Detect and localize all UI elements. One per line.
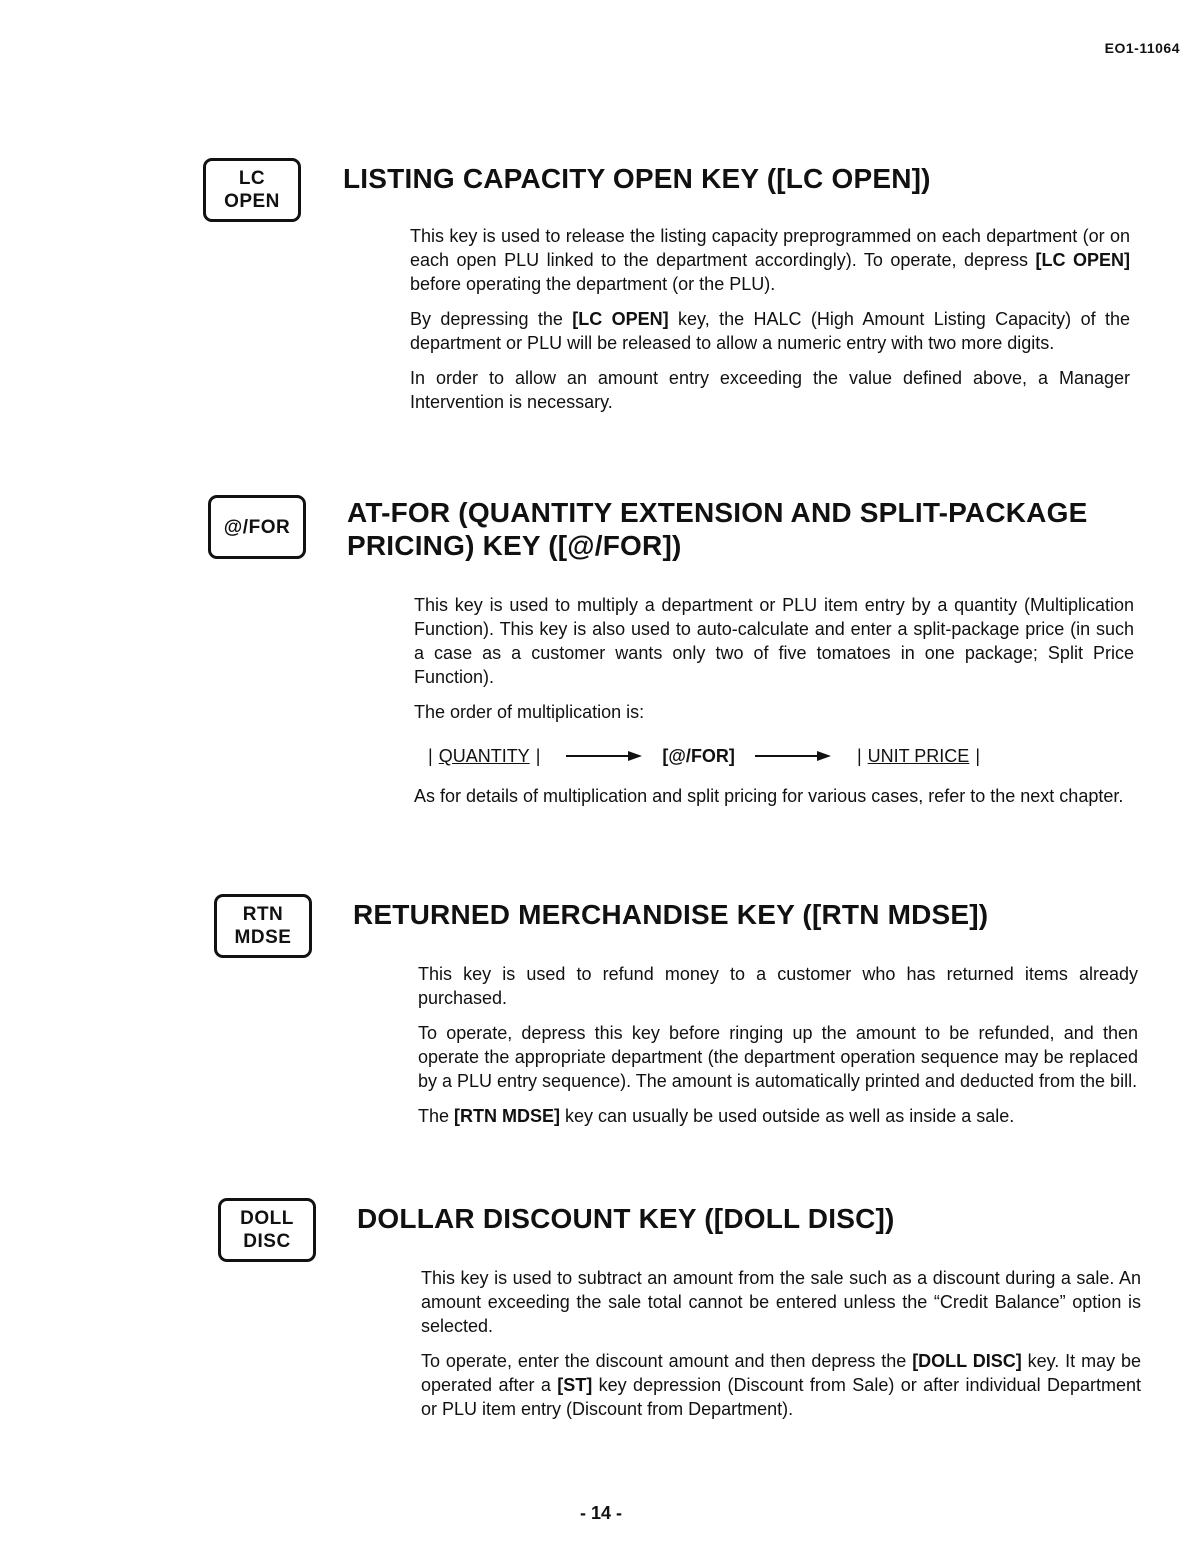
paragraph: To operate, depress this key before ringing up the amount to be refunded, and then operate the appropriate department (the department operation sequence may be replaced by a PLU entry sequence). The amount is automatically printed and deducted from the bill. — [418, 1023, 1138, 1091]
paragraph: This key is used to multiply a department or PLU item entry by a quantity (Multiplication Function). This key is also used to auto-calculate and enter a split-package price (in such a case as a customer wants only two of five tomatoes in one package; Split Price Function). — [414, 595, 1134, 687]
separator: | — [975, 746, 980, 766]
separator: | — [856, 746, 862, 766]
section-title-rtn-mdse: RETURNED MERCHANDISE KEY ([RTN MDSE]) — [353, 899, 989, 930]
key-reference: [RTN MDSE] — [454, 1106, 561, 1126]
key-reference: [ST] — [557, 1375, 593, 1395]
paragraph: This key is used to refund money to a customer who has returned items already purchased. — [418, 964, 1138, 1008]
text: before operating the department (or the PLU). — [410, 274, 776, 294]
key-label-line: OPEN — [224, 191, 280, 212]
separator: | — [535, 746, 541, 766]
text: The — [418, 1106, 455, 1126]
paragraph — [418, 1104, 1138, 1128]
doll-disc-key-icon — [218, 1198, 316, 1262]
section-title-at-for — [347, 496, 1087, 562]
unit-price-label: UNIT PRICE — [867, 746, 970, 766]
section-body-at-for — [414, 593, 1134, 819]
section-body-rtn-mdse — [418, 962, 1138, 1139]
key-label-line: DISC — [243, 1231, 291, 1252]
key-label-line: RTN — [242, 904, 284, 925]
paragraph: In order to allow an amount entry exceeding the value defined above, a Manager Intervention is necessary. — [410, 368, 1130, 412]
section-body-doll-disc — [421, 1266, 1141, 1432]
page-number: - 14 - — [579, 1503, 622, 1523]
paragraph: As for details of multiplication and split pricing for various cases, refer to the next chapter. — [414, 786, 1124, 806]
paragraph — [421, 1349, 1141, 1421]
right-arrow-icon — [755, 750, 831, 762]
key-label-line: LC — [238, 168, 266, 189]
multiplication-order — [422, 744, 1134, 768]
key-label-line: @/FOR — [223, 516, 291, 538]
paragraph — [410, 224, 1130, 296]
title-line: AT-FOR (QUANTITY EXTENSION AND SPLIT-PACKAGE — [347, 497, 1088, 528]
at-for-key-reference: [@/FOR] — [662, 746, 735, 766]
key-label-line: MDSE — [234, 927, 292, 948]
paragraph: The order of multiplication is: — [414, 702, 645, 722]
text: This key is used to release the listing capacity preprogrammed on each department (or on each open PLU linked to the department accordingly). To operate, depress — [410, 226, 1130, 270]
text: key depression (Discount from Sale) or after individual Department or PLU item entry (Discount from Department). — [421, 1375, 1141, 1419]
key-reference: [DOLL DISC] — [912, 1351, 1022, 1371]
title-line: PRICING) KEY ([@/FOR]) — [347, 530, 682, 561]
paragraph: This key is used to subtract an amount from the sale such as a discount during a sale. An amount exceeding the sale total cannot be entered unless the “Credit Balance” option is selected. — [421, 1268, 1141, 1336]
rtn-mdse-key-icon — [214, 894, 312, 958]
text: To operate, enter the discount amount and then depress the — [421, 1351, 913, 1371]
paragraph — [410, 307, 1130, 355]
text: key can usually be used outside as well as inside a sale. — [560, 1106, 1015, 1126]
text: key. It may be operated after a — [421, 1351, 1141, 1395]
quantity-label: QUANTITY — [438, 746, 530, 766]
key-reference: [LC OPEN] — [572, 309, 669, 329]
section-title-doll-disc: DOLLAR DISCOUNT KEY ([DOLL DISC]) — [357, 1203, 895, 1234]
text: By depressing the — [410, 309, 573, 329]
document-id: EO1-11064 — [1104, 40, 1180, 56]
key-label-line: DOLL — [240, 1208, 294, 1229]
text: key, the HALC (High Amount Listing Capacity) of the department or PLU will be released to allow a numeric entry with two more digits. — [410, 309, 1130, 353]
at-for-key-icon — [208, 495, 306, 559]
separator: | — [428, 746, 433, 766]
section-body-lc-open — [410, 224, 1130, 425]
section-title-lc-open: LISTING CAPACITY OPEN KEY ([LC OPEN]) — [343, 163, 931, 194]
key-reference: [LC OPEN] — [1035, 250, 1130, 270]
lc-open-key-icon — [203, 158, 301, 222]
right-arrow-icon — [566, 750, 642, 762]
